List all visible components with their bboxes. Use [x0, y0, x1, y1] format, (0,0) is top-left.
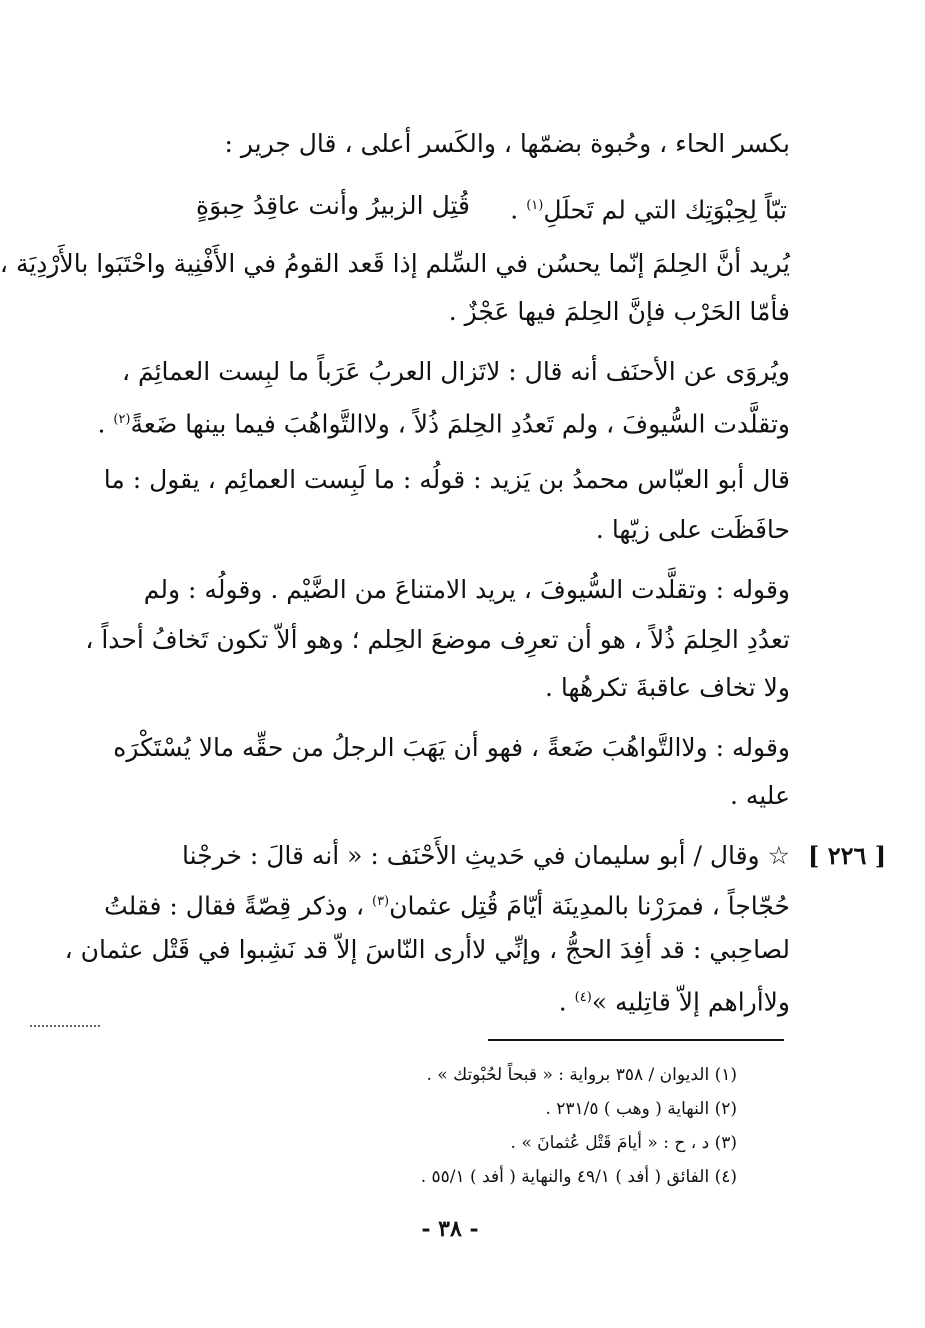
text-line-part: ولاأراهم إلاّ قاتِليه »: [591, 987, 790, 1017]
footnote-mark: (٣): [371, 894, 390, 909]
verse-second-hemistich: قُتِل الزبيرُ وأنت عاقِدُ حِبوَةٍ: [195, 191, 470, 220]
verse-right-text: تبّاً لِحِبْوَتِك التي لم تَحلَلِ: [543, 195, 787, 225]
footnote-separator: [488, 1039, 784, 1041]
page-number: - ٣٨ -: [421, 1216, 479, 1242]
text-line-part: ، وذكر قِصّةً فقال : فقلتُ: [104, 891, 365, 921]
text-line: يُريد أنَّ الحِلمَ إنّما يحسُن في السِّلم إذا قَعد القومُ في الأَفْنِية واحْتَبَوا بالأَرْدِيَة ،: [0, 249, 790, 278]
text-line: قال أبو العبّاس محمدُ بن يَزيد : قولُه : ما لَبِست العمائِم ، يقول : ما: [103, 465, 790, 494]
footnote: (٤) الفائق ( أفد ) ٤٩/١ والنهاية ( أفد ) ٥٥/١ .: [420, 1167, 737, 1187]
text-line: بكسر الحاء ، وحُبوة بضمّها ، والكَسر أعلى ، قال جرير :: [224, 129, 790, 158]
footnote-mark: (١): [526, 198, 544, 213]
text-line: [104, 884, 790, 924]
text-line-part: حُجّاجاً ، فمرَرْنا بالمدِينَة أيّامَ قُتِل عثمان: [389, 891, 790, 921]
text-line: حافَظَت على زيّها .: [595, 515, 790, 544]
paragraph-number: [ ٢٢٦ ]: [808, 841, 887, 870]
text-line-part: وتقلَّدت السُّيوفَ ، ولم تَعدُدِ الحِلمَ ذُلاً ، ولاالتَّواهُبَ فيما بينها ضَعةً: [130, 409, 790, 439]
text-line: ☆ وقال / أبو سليمان في حَديثِ الأَحْنَف : « أنه قالَ : خرجْنا: [182, 841, 790, 870]
footnote-mark: (٢): [113, 412, 131, 427]
footnote: (٣) د ، ح : « أيامَ قَتْل عُثمانَ » .: [510, 1133, 737, 1153]
text-line: وقوله : ولاالتَّواهُبَ ضَعةً ، فهو أن يَهَبَ الرجلُ من حقِّه مالا يُسْتَكْرَه: [113, 733, 790, 762]
line-end-dot: .: [97, 409, 106, 439]
text-line: وقوله : وتقلَّدت السُّيوفَ ، يريد الامتناعَ من الضَّيْم . وقولُه : ولم: [143, 575, 790, 604]
text-line: ويُروَى عن الأحنَف أنه قال : لاتَزال العربُ عَرَباً ما لبِست العمائِمَ ،: [121, 357, 790, 386]
text-line: عليه .: [729, 781, 790, 810]
verse-end-dot: .: [510, 195, 519, 225]
line-end-dot: .: [558, 987, 567, 1017]
scan-smudge: [30, 1025, 100, 1027]
text-line: [97, 402, 790, 442]
text-line: تعدُدِ الحِلمَ ذُلاً ، هو أن تعرِف موضعَ الحِلم ؛ وهو ألاّ تكون تَخافُ أحداً ،: [85, 625, 790, 654]
text-line: لصاحِبي : قد أفِدَ الحجُّ ، وإنِّي لاأرى النّاسَ إلاّ قد نَشِبوا في قَتْل عثمان ،: [64, 935, 790, 964]
footnote: (٢) النهاية ( وهب ) ٢٣١/٥ .: [545, 1099, 737, 1119]
verse-first-hemistich: [510, 188, 787, 228]
text-line: فأمّا الحَرْب فإنَّ الحِلمَ فيها عَجْزٌ .: [448, 297, 790, 326]
text-line: [559, 980, 790, 1020]
text-line: ولا تخاف عاقبةَ تكرهُها .: [544, 673, 790, 702]
footnote: (١) الديوان / ٣٥٨ برواية : « قبحاً لحُبْوتك » .: [426, 1065, 737, 1085]
footnote-mark: (٤): [574, 990, 592, 1005]
